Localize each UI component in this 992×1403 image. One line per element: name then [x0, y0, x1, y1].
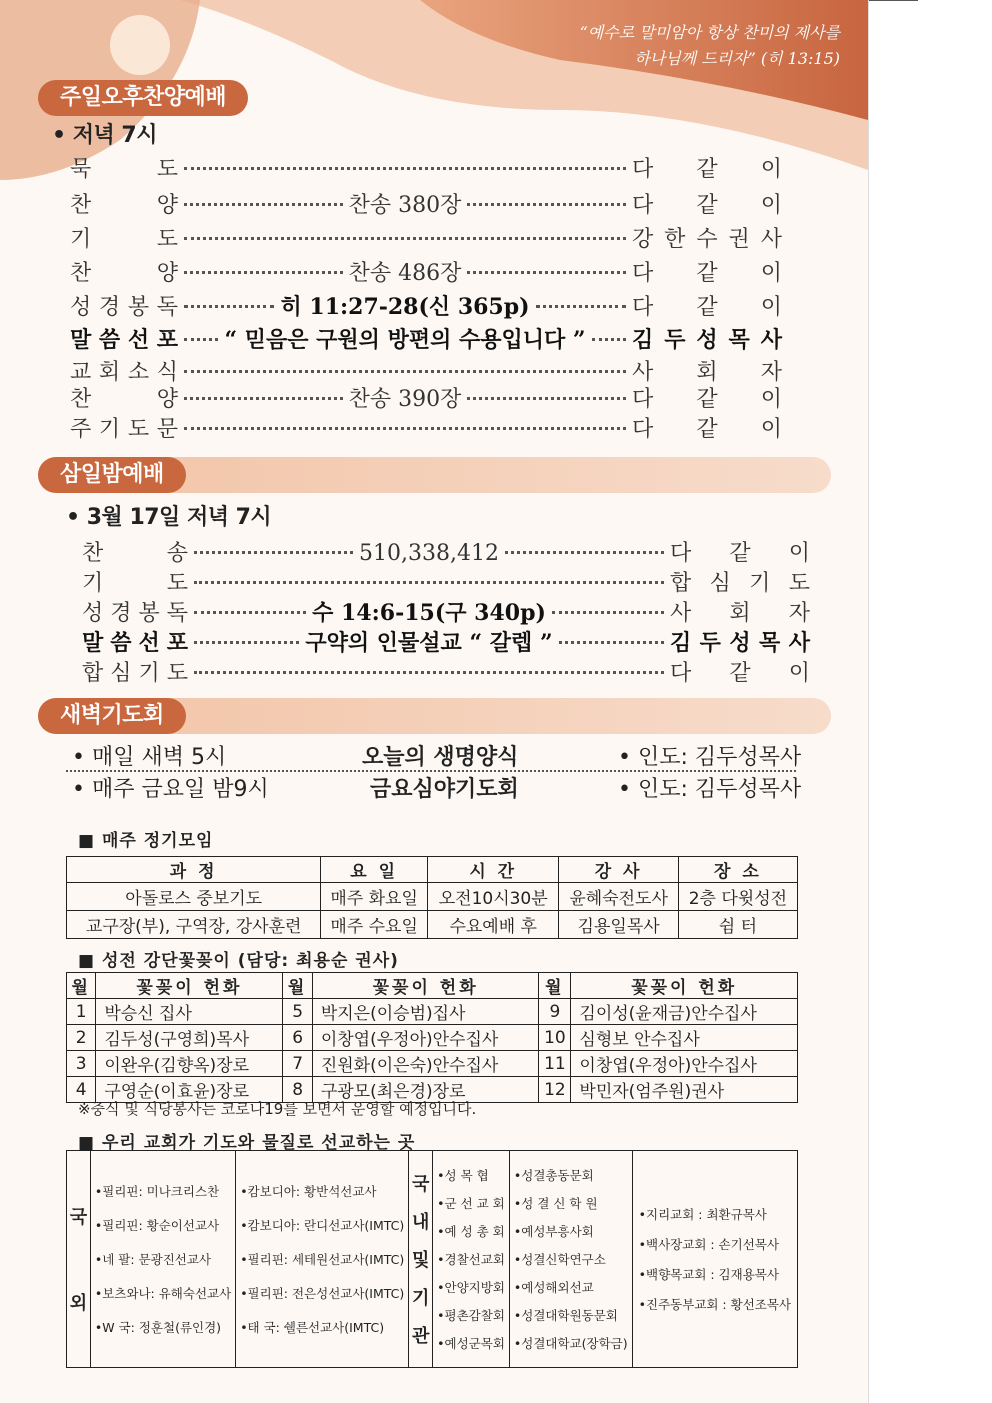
- order-row: [70, 256, 782, 287]
- dawn-what-1: 오늘의 생명양식: [362, 745, 519, 770]
- order-row: [70, 222, 782, 253]
- order-label-char: 도: [156, 157, 178, 182]
- order-label-char: 선: [138, 630, 160, 656]
- order-row: [70, 188, 782, 219]
- cell: 윤혜숙전도사: [559, 883, 678, 911]
- order-label: [70, 256, 178, 287]
- dawn-when-1: • 매일 새벽 5시: [72, 745, 227, 770]
- order-label-char: 찬: [70, 193, 92, 218]
- list-item: 기: [412, 1288, 430, 1309]
- order-leader-char: 다: [670, 541, 692, 566]
- donor-cell: 이창엽(우정아)안수집사: [571, 1051, 798, 1077]
- order-label-char: 도: [166, 571, 188, 596]
- order-label-char: 도: [127, 417, 150, 442]
- order-label-char: 성: [82, 601, 104, 626]
- cell: 매주 수요일: [321, 911, 428, 939]
- list-item: •백사장교회 : 손기선목사: [638, 1237, 779, 1252]
- donor-cell: 이완우(김향옥)장로: [96, 1051, 283, 1077]
- order-leader-char: 이: [760, 193, 782, 218]
- order-detail: 찬송 390장: [348, 387, 462, 412]
- order-label-char: 봉: [127, 295, 150, 320]
- cell: 김용일목사: [559, 911, 678, 939]
- order-leader-char: 다: [632, 261, 654, 286]
- list-item: 관: [412, 1326, 430, 1347]
- dawn-what-2: 금요심야기도회: [370, 777, 519, 802]
- list-item: •군 선 교 회: [437, 1196, 505, 1211]
- order-leader-char: 사: [760, 227, 782, 252]
- order-label-char: 송: [166, 541, 188, 566]
- cell: 아돌로스 중보기도: [67, 883, 321, 911]
- order-row: [70, 290, 782, 321]
- month-cell: 8: [283, 1077, 312, 1103]
- leader-dots: [184, 167, 626, 170]
- col-donor: 꽃꽂이 헌화: [312, 973, 539, 999]
- order-leader-char: 두: [699, 630, 721, 656]
- col-day: 요 일: [321, 857, 428, 883]
- list-item: •캄보디아: 란디선교사(IMTC): [240, 1218, 405, 1233]
- leader-dots: [559, 641, 664, 644]
- order-leader-char: 다: [632, 193, 654, 218]
- verse-line-2: 하나님께 드리자” (히 13:15): [634, 49, 840, 68]
- order-label: [82, 656, 188, 687]
- order-detail: 구약의 인물설교 “ 갈렙 ”: [305, 630, 553, 656]
- order-leader-char: 성: [729, 630, 751, 656]
- order-label-char: 독: [156, 295, 178, 320]
- order-detail: 찬송 380장: [348, 193, 462, 218]
- col-month: 월: [67, 973, 96, 999]
- order-leader-char: 같: [696, 387, 718, 412]
- order-leader: [632, 188, 782, 219]
- order-leader-char: 같: [729, 541, 751, 566]
- cell: 수요예배 후: [428, 911, 559, 939]
- order-label-char: 기: [98, 417, 121, 442]
- wednesday-service-time: • 3월 17일 저녁 7시: [66, 505, 272, 530]
- cell: 교구장(부), 구역장, 강사훈련: [67, 911, 321, 939]
- order-leader-char: 사: [760, 327, 782, 353]
- order-leader: [632, 323, 782, 354]
- order-detail: 수 14:6-15(구 340p): [312, 600, 546, 626]
- list-item: •지리교회 : 최환규목사: [638, 1207, 767, 1222]
- order-leader-char: 김: [632, 327, 654, 353]
- order-detail: “ 믿음은 구원의 방편의 수용입니다 ”: [224, 327, 586, 353]
- leader-dots: [194, 671, 664, 674]
- order-leader: [670, 596, 810, 627]
- leader-dots: [194, 641, 299, 644]
- list-item: •예성해외선교: [513, 1280, 594, 1295]
- donor-cell: 박승신 집사: [96, 999, 283, 1025]
- month-cell: 10: [539, 1025, 571, 1051]
- list-item: •진주동부교회 : 황선조목사: [638, 1297, 791, 1312]
- leader-dots: [184, 305, 274, 308]
- col-month: 월: [283, 973, 312, 999]
- church-list: [632, 1151, 797, 1368]
- month-cell: 4: [67, 1077, 96, 1103]
- order-leader-char: 목: [759, 630, 781, 656]
- order-leader-char: 기: [749, 571, 771, 596]
- order-label-char: 묵: [70, 157, 92, 182]
- table-row: [67, 1025, 798, 1051]
- order-leader-char: 두: [664, 327, 686, 353]
- order-label: [70, 152, 178, 183]
- order-leader: [670, 626, 810, 657]
- order-leader-char: 회: [729, 601, 751, 626]
- order-detail: 찬송 486장: [348, 261, 462, 286]
- order-label: [70, 222, 178, 253]
- col-month: 월: [539, 973, 571, 999]
- order-leader: [632, 290, 782, 321]
- weekly-meetings-title: ■ 매주 정기모임: [78, 831, 214, 851]
- order-row: [70, 323, 782, 354]
- order-label-char: 회: [98, 360, 121, 385]
- order-leader-char: 다: [670, 661, 692, 686]
- mission-table: [66, 1150, 798, 1368]
- month-cell: 5: [283, 999, 312, 1025]
- order-leader: [632, 382, 782, 413]
- month-cell: 11: [539, 1051, 571, 1077]
- order-leader-char: 합: [670, 571, 692, 596]
- mission-title: ■ 우리 교회가 기도와 물질로 선교하는 곳: [78, 1133, 416, 1153]
- order-label-char: 찬: [82, 541, 104, 566]
- list-item: 국: [412, 1174, 430, 1195]
- order-label: [70, 323, 178, 354]
- order-leader-char: 심: [709, 571, 731, 596]
- col-teacher: 강 사: [559, 857, 678, 883]
- list-item: •성 목 협: [437, 1168, 489, 1183]
- order-label-char: 봉: [138, 601, 160, 626]
- leader-dots: [552, 611, 664, 614]
- order-leader-char: 같: [696, 261, 718, 286]
- domestic-list-a: [433, 1151, 510, 1368]
- order-row: [82, 566, 810, 597]
- leader-dots: [184, 338, 218, 341]
- dawn-when-2: • 매주 금요일 밤9시: [72, 777, 269, 802]
- order-leader-char: 이: [760, 295, 782, 320]
- order-label-char: 말: [82, 630, 104, 656]
- list-item: •성결신학연구소: [513, 1252, 606, 1267]
- order-label-char: 찬: [70, 261, 92, 286]
- order-leader-char: 자: [760, 360, 782, 385]
- domestic-label: [409, 1151, 433, 1368]
- order-row: [82, 596, 810, 627]
- order-label-char: 기: [82, 571, 104, 596]
- order-row: [82, 626, 810, 657]
- order-leader-char: 다: [632, 157, 654, 182]
- order-label: [70, 188, 178, 219]
- leader-dots: [184, 237, 626, 240]
- order-label-char: 양: [156, 261, 178, 286]
- order-leader: [632, 222, 782, 253]
- month-cell: 2: [67, 1025, 96, 1051]
- leader-dots: [184, 203, 343, 206]
- list-item: 내: [412, 1212, 430, 1233]
- dawn-who-1: • 인도: 김두성목사: [618, 745, 802, 770]
- month-cell: 3: [67, 1051, 96, 1077]
- order-row: [82, 656, 810, 687]
- order-leader-char: 이: [760, 387, 782, 412]
- order-leader-char: 권: [728, 227, 750, 252]
- leader-dots: [536, 305, 626, 308]
- scripture-verse: [490, 20, 840, 72]
- overseas-list-b: [236, 1151, 409, 1368]
- cell: 2층 다윗성전: [678, 883, 797, 911]
- order-label-char: 씀: [110, 630, 132, 656]
- list-item: •성결대학원동문회: [513, 1308, 618, 1323]
- leader-dots: [194, 551, 353, 554]
- order-leader-char: 사: [632, 360, 654, 385]
- col-place: 장 소: [678, 857, 797, 883]
- month-cell: 6: [283, 1025, 312, 1051]
- order-leader: [632, 412, 782, 443]
- leader-dots: [592, 338, 626, 341]
- month-cell: 1: [67, 999, 96, 1025]
- donor-cell: 심형보 안수집사: [571, 1025, 798, 1051]
- order-leader: [632, 152, 782, 183]
- list-item: •경찰선교회: [437, 1252, 505, 1267]
- list-item: •W 국: 정훈철(류인경): [94, 1320, 222, 1335]
- order-label: [82, 536, 188, 567]
- cell: 쉼 터: [678, 911, 797, 939]
- cell: 오전10시30분: [428, 883, 559, 911]
- donor-cell: 진원화(이은숙)안수집사: [312, 1051, 539, 1077]
- order-label-char: 기: [70, 227, 92, 252]
- list-item: •필리핀: 황순이선교사: [94, 1218, 220, 1233]
- order-label-char: 심: [110, 661, 132, 686]
- order-label-char: 주: [70, 417, 92, 442]
- dawn-prayer-title: 새벽기도회: [38, 698, 186, 734]
- list-item: •보츠와나: 유해숙선교사: [94, 1286, 232, 1301]
- order-label-char: 선: [127, 327, 150, 353]
- order-leader-char: 강: [632, 227, 654, 252]
- list-item: •태 국: 쉘른선교사(IMTC): [240, 1320, 385, 1335]
- dawn-who-2: • 인도: 김두성목사: [618, 777, 802, 802]
- order-leader-char: 사: [670, 601, 692, 626]
- order-row: [70, 152, 782, 183]
- order-leader-char: 이: [788, 661, 810, 686]
- leader-dots: [467, 203, 626, 206]
- month-cell: 9: [539, 999, 571, 1025]
- leader-dots: [505, 551, 664, 554]
- order-label: [82, 596, 188, 627]
- page-edge-line: [868, 0, 918, 1]
- order-label: [82, 626, 188, 657]
- month-cell: 12: [539, 1077, 571, 1103]
- col-course: 과 정: [67, 857, 321, 883]
- order-label: [70, 382, 178, 413]
- order-leader-char: 회: [696, 360, 718, 385]
- list-item: •필리핀: 미나크리스찬: [94, 1184, 220, 1199]
- order-leader-char: 한: [664, 227, 686, 252]
- order-leader-char: 도: [788, 571, 810, 596]
- order-label: [70, 412, 178, 443]
- order-leader-char: 사: [788, 630, 810, 656]
- list-item: •백향목교회 : 김재용목사: [638, 1267, 779, 1282]
- leader-dots: [467, 397, 626, 400]
- month-cell: 7: [283, 1051, 312, 1077]
- donor-cell: 김이성(윤재금)안수집사: [571, 999, 798, 1025]
- leader-dots: [184, 427, 626, 430]
- order-label-char: 경: [110, 601, 132, 626]
- order-label-char: 합: [82, 661, 104, 686]
- list-item: •필리핀: 세테원선교사(IMTC): [240, 1252, 405, 1267]
- order-leader-char: 다: [632, 417, 654, 442]
- table-row: [67, 1051, 798, 1077]
- list-item: •안양지방회: [437, 1280, 505, 1295]
- col-time: 시 간: [428, 857, 559, 883]
- order-label-char: 도: [156, 227, 178, 252]
- list-item: •예성군목회: [437, 1336, 505, 1351]
- list-item: •필리핀: 전은성선교사(IMTC): [240, 1286, 405, 1301]
- donor-cell: 박민자(엄주원)권사: [571, 1077, 798, 1103]
- order-leader-char: 이: [760, 261, 782, 286]
- order-label-char: 기: [138, 661, 160, 686]
- list-item: •네 팔: 문광진선교사: [94, 1252, 212, 1267]
- donor-cell: 박지은(이승범)집사: [312, 999, 539, 1025]
- order-label-char: 양: [156, 387, 178, 412]
- order-leader-char: 이: [760, 157, 782, 182]
- order-label-char: 교: [70, 360, 92, 385]
- order-label-char: 도: [166, 661, 188, 686]
- order-leader-char: 같: [696, 193, 718, 218]
- donor-cell: 김두성(구영희)목사: [96, 1025, 283, 1051]
- order-leader-char: 같: [729, 661, 751, 686]
- order-row: [82, 536, 810, 567]
- leader-dots: [194, 611, 306, 614]
- order-detail: 510,338,412: [359, 541, 499, 566]
- order-label-char: 독: [166, 601, 188, 626]
- order-label-char: 양: [156, 193, 178, 218]
- verse-line-1: “예수로 말미암아 항상 찬미의 제사를: [579, 23, 840, 42]
- order-label-char: 문: [156, 417, 178, 442]
- list-item: •평촌감찰회: [437, 1308, 505, 1323]
- order-leader-char: 다: [632, 387, 654, 412]
- flowers-title: ■ 성전 강단꽃꽂이 (담당: 최용순 권사): [78, 951, 399, 971]
- overseas-label-2: 외: [69, 1293, 88, 1314]
- order-leader-char: 목: [728, 327, 750, 353]
- order-label: [70, 290, 178, 321]
- flowers-table: [66, 972, 798, 1103]
- weekly-meetings-table: [66, 856, 798, 939]
- table-row: [67, 911, 798, 939]
- order-label-char: 경: [98, 295, 121, 320]
- order-leader-char: 자: [788, 601, 810, 626]
- overseas-label-1: 국: [69, 1207, 88, 1228]
- list-item: •예 성 총 회: [437, 1224, 505, 1239]
- order-leader-char: 같: [696, 417, 718, 442]
- order-leader: [632, 256, 782, 287]
- order-label-char: 소: [127, 360, 150, 385]
- list-item: •성결대학교(장학금): [513, 1336, 628, 1351]
- order-label-char: 포: [156, 327, 178, 353]
- order-leader-char: 다: [632, 295, 654, 320]
- leader-dots: [184, 271, 343, 274]
- overseas-label: [67, 1151, 91, 1368]
- table-row: [67, 999, 798, 1025]
- order-leader-char: 김: [670, 630, 692, 656]
- list-item: •성 결 신 학 원: [513, 1196, 598, 1211]
- leader-dots: [184, 397, 343, 400]
- overseas-list-a: [90, 1151, 235, 1368]
- order-detail: 히 11:27-28(신 365p): [280, 294, 530, 320]
- order-leader-char: 이: [788, 541, 810, 566]
- order-leader-char: 수: [696, 227, 718, 252]
- order-label-char: 씀: [98, 327, 121, 353]
- list-item: •캄보디아: 황반석선교사: [240, 1184, 377, 1199]
- table-row: [67, 883, 798, 911]
- order-label-char: 포: [166, 630, 188, 656]
- order-leader: [670, 536, 810, 567]
- leader-dots: [467, 271, 626, 274]
- order-leader-char: 같: [696, 157, 718, 182]
- domestic-list-b: [509, 1151, 632, 1368]
- col-donor: 꽃꽂이 헌화: [571, 973, 798, 999]
- wednesday-service-title: 삼일밤예배: [38, 457, 186, 493]
- donor-cell: 구광모(최은경)장로: [312, 1077, 539, 1103]
- donor-cell: 이창엽(우정아)안수집사: [312, 1025, 539, 1051]
- order-label-char: 말: [70, 327, 92, 353]
- leader-dots: [184, 370, 626, 373]
- sunday-service-time: • 저녁 7시: [52, 123, 157, 148]
- donor-cell: 구영순(이효윤)장로: [96, 1077, 283, 1103]
- list-item: •예성부흥사회: [513, 1224, 594, 1239]
- order-leader-char: 같: [696, 295, 718, 320]
- meal-service-note: ※중식 및 식당봉사는 코로나19를 보면서 운영할 예정입니다.: [78, 1100, 477, 1118]
- order-label-char: 찬: [70, 387, 92, 412]
- order-leader: [670, 566, 810, 597]
- list-item: •성결총동문회: [513, 1168, 594, 1183]
- order-label-char: 성: [70, 295, 92, 320]
- order-row: [70, 412, 782, 443]
- order-label: [82, 566, 188, 597]
- list-item: 및: [412, 1250, 430, 1271]
- col-donor: 꽃꽂이 헌화: [96, 973, 283, 999]
- order-leader-char: 이: [760, 417, 782, 442]
- order-row: [70, 382, 782, 413]
- order-leader-char: 성: [696, 327, 718, 353]
- order-label-char: 식: [156, 360, 178, 385]
- cell: 매주 화요일: [321, 883, 428, 911]
- order-leader: [670, 656, 810, 687]
- sunday-service-title: 주일오후찬양예배: [38, 80, 248, 116]
- leader-dots: [194, 581, 664, 584]
